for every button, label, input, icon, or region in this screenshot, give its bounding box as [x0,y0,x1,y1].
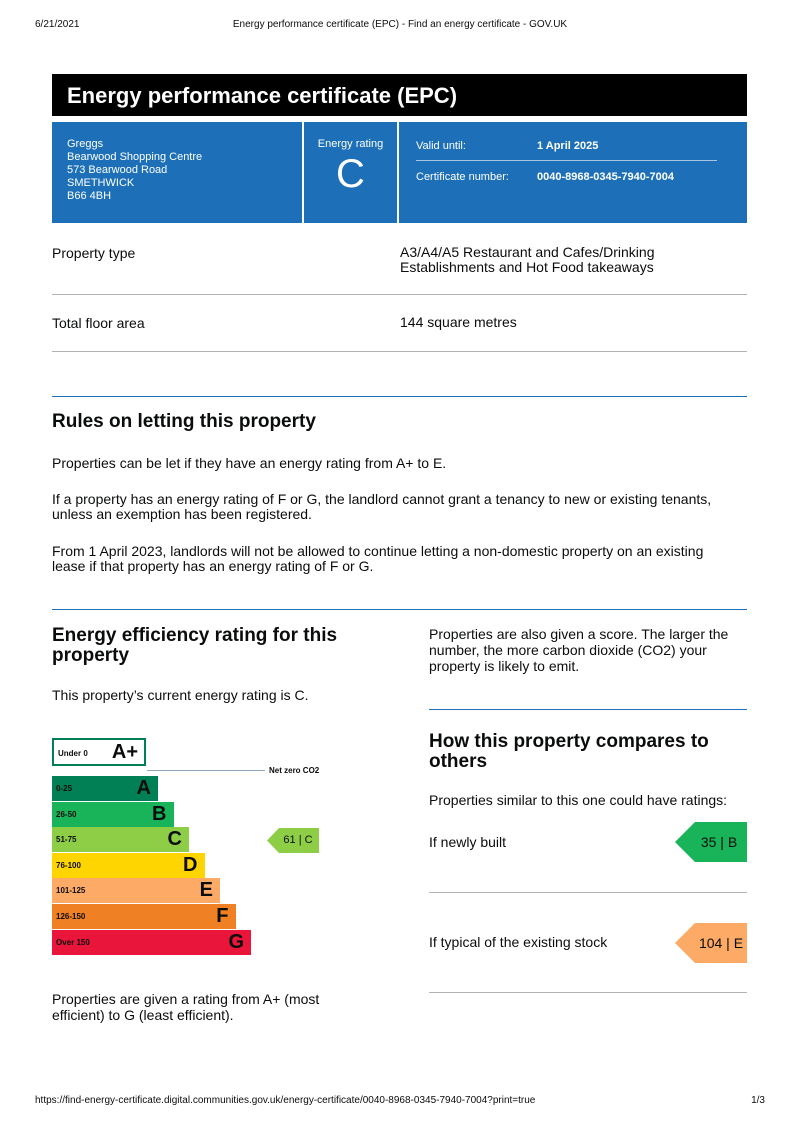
band-range: 101-125 [56,886,86,896]
section-divider [52,396,747,397]
rating-band-f [52,904,236,929]
band-letter: B [152,802,167,825]
property-type-label: Property type [52,245,136,261]
page-title: Energy performance certificate (EPC) [52,74,747,116]
valid-until-label: Valid until: [416,140,466,152]
typical-stock-tag [675,923,747,963]
floor-area-label: Total floor area [52,315,145,331]
property-type-line: A3/A4/A5 Restaurant and Cafes/Drinking [400,244,655,260]
print-url: https://find-energy-certificate.digital.communities.gov.uk/energy-certificate/0040-8968-0345-7940-7004?print=true [35,1095,536,1106]
print-header [35,19,765,33]
paragraph-line: unless an exemption has been registered. [52,506,312,522]
divider [416,160,717,161]
validity-panel [401,122,747,223]
band-letter: E [199,879,213,902]
energy-rating-label: Energy rating [317,138,384,150]
letting-paragraph [52,492,752,522]
net-zero-line [147,770,265,771]
floor-area-row [52,315,747,352]
heading-line: How this property compares to [429,731,709,752]
property-type-row [52,245,747,295]
current-rating-text: This property’s current energy rating is C. [52,687,309,703]
property-type-line: Establishments and Hot Food takeaways [400,259,654,275]
heading-line: Energy efficiency rating for this [52,625,338,646]
current-rating-value: 61 | C [283,834,313,846]
paragraph-line: property is likely to emit. [429,658,580,674]
rating-band-b [52,802,174,827]
print-date: 6/21/2021 [35,19,80,30]
paragraph-line: Properties are given a rating from A+ (most [52,991,320,1007]
print-footer [35,1095,765,1109]
paragraph-line: lease if that property has an energy rating of F or G. [52,558,374,574]
section-divider [429,709,747,710]
band-range: 76-100 [56,860,81,870]
newly-built-label: If newly built [429,834,507,850]
paragraph-line: From 1 April 2023, landlords will not be allowed to continue letting a non-domestic property on an existing [52,543,704,559]
compare-heading [429,732,709,772]
band-range: Under 0 [58,749,88,758]
certificate-summary-box [52,122,747,223]
address-line: Greggs [67,138,104,150]
property-address [52,122,300,223]
rating-band-d [52,853,205,878]
newly-built-value: 35 | B [700,834,738,850]
current-rating-tag [267,828,319,853]
heading-line: others [429,751,488,772]
band-range: Over 150 [56,937,90,947]
band-letter: F [216,905,229,927]
band-range: 126-150 [56,912,86,921]
address-line: B66 4BH [67,190,112,202]
paragraph-line: efficient) to G (least efficient). [52,1007,234,1023]
page-number: 1/3 [751,1095,765,1106]
rating-band-a [52,776,158,801]
band-letter: C [167,828,182,851]
compare-intro: Properties similar to this one could have ratings: [429,792,728,808]
energy-rating-letter: C [336,152,365,196]
rating-band-e [52,878,220,903]
rating-band-c [52,827,189,852]
certificate-number-value: 0040-8968-0345-7940-7004 [537,171,675,183]
typical-stock-label: If typical of the existing stock [429,934,608,950]
band-letter: A [136,777,151,799]
efficiency-heading [52,626,337,666]
floor-area-value: 144 square metres [400,314,517,330]
paragraph-line: Properties are also given a score. The larger the [429,626,729,642]
address-line: 573 Bearwood Road [67,164,168,176]
letting-paragraph [52,544,752,574]
letting-paragraph: Properties can be let if they have an energy rating from A+ to E. [52,455,447,471]
band-range: 26-50 [56,809,77,819]
paragraph-line: If a property has an energy rating of F or G, the landlord cannot grant a tenancy to new or existing tenants, [52,491,712,507]
energy-rating-panel [302,122,399,223]
net-zero-label: Net zero CO2 [269,766,320,775]
band-letter: D [183,853,198,876]
band-range: 51-75 [56,835,77,845]
print-page-title: Energy performance certificate (EPC) - Find an energy certificate - GOV.UK [232,19,568,30]
address-line: SMETHWICK [67,177,135,189]
certificate-number-label: Certificate number: [416,171,509,183]
letting-heading: Rules on letting this property [52,411,316,432]
band-letter: A+ [111,741,138,763]
divider [429,992,747,993]
divider [429,892,747,893]
band-range: 0-25 [56,784,73,793]
section-divider [52,609,747,610]
rating-band-g [52,930,251,955]
rating-scale-explanation [52,991,319,1023]
band-letter: G [228,930,244,953]
newly-built-tag [675,822,747,862]
valid-until-value: 1 April 2025 [537,140,599,152]
property-type-value [400,245,654,275]
paragraph-line: number, the more carbon dioxide (CO2) your [429,642,707,658]
score-explanation [429,626,728,674]
typical-stock-value: 104 | E [698,935,744,951]
heading-line: property [52,645,130,666]
address-line: Bearwood Shopping Centre [67,151,203,163]
rating-band-aplus [52,738,146,766]
